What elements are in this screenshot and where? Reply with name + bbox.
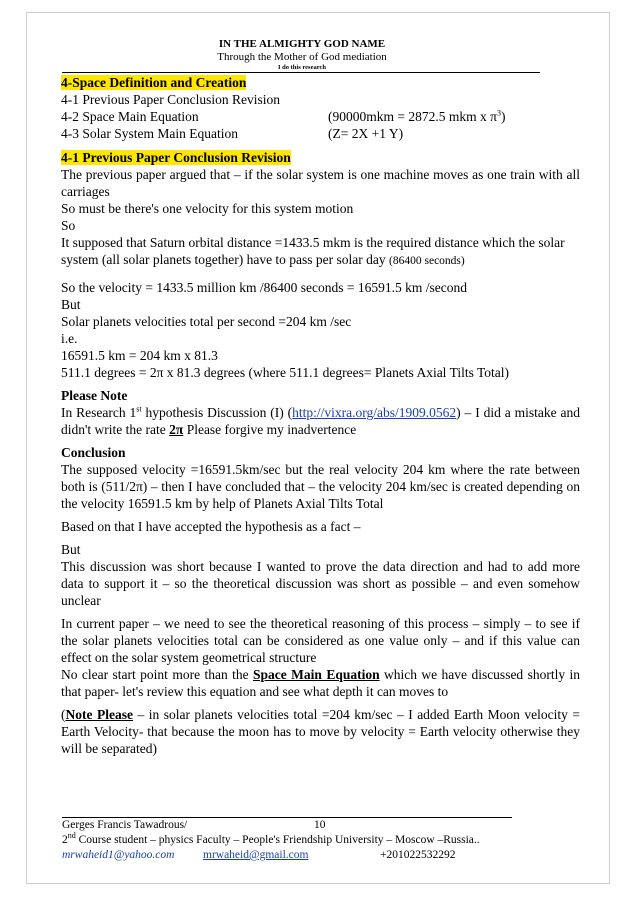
note-text-3: ) – I did a mistake and didn't write the rate [61, 405, 580, 437]
footer-author-row [62, 818, 562, 833]
conclusion-title: Conclusion [61, 445, 126, 460]
conclusion-paragraph-3: But [61, 542, 81, 557]
section-paragraph-1: The previous paper argued that – if the solar system is one machine moves as one train with all carriages [61, 167, 580, 199]
note-rate: 2π [169, 422, 184, 437]
toc-item-3-label: 4-3 Solar System Main Equation [61, 126, 238, 141]
note-text-2: hypothesis Discussion (I) ( [141, 405, 293, 420]
paragraph-text-a: ( [61, 707, 66, 722]
section-paragraph-9: 16591.5 km = 204 km x 81.3 [61, 348, 218, 363]
section-paragraph-8: i.e. [61, 331, 78, 346]
section-paragraph-2: So must be there's one velocity for this system motion [61, 201, 354, 216]
toc-item-3 [61, 125, 580, 142]
section-paragraph-3: So [61, 218, 76, 233]
footer-course [62, 833, 562, 848]
section-paragraph-6: But [61, 297, 81, 312]
section-paragraph-10: 511.1 degrees = 2π x 81.3 degrees (where 511.1 degrees= Planets Axial Tilts Total) [61, 365, 510, 380]
note-paragraph [61, 404, 580, 438]
section-title: 4-1 Previous Paper Conclusion Revision [61, 150, 291, 165]
paragraph-text-c: which we have discussed shortly in that paper- let's review this equation and see what depth it can moves to [61, 667, 580, 699]
conclusion-paragraph-7 [61, 706, 580, 757]
conclusion-paragraph-2: Based on that I have accepted the hypothesis as a fact – [61, 519, 361, 534]
page-content [61, 74, 580, 757]
footer-page-number: 10 [314, 819, 326, 831]
equation-text: (90000mkm = 2872.5 mkm x π [328, 109, 497, 124]
note-text-1: In Research 1 [61, 405, 137, 420]
header-line-1: IN THE ALMIGHTY GOD NAME [218, 38, 386, 50]
toc-item-2 [61, 108, 580, 125]
toc-item-1: 4-1 Previous Paper Conclusion Revision [61, 92, 280, 107]
toc-item-3-equation: (Z= 2X +1 Y) [328, 126, 404, 141]
note-text-4: Please forgive my inadvertence [183, 422, 357, 437]
course-text-b: Course student – physics Faculty – People's Friendship University – Moscow –Russia.. [75, 834, 480, 846]
paragraph-small-text: (86400 seconds) [389, 255, 465, 267]
paragraph-text: It supposed that Saturn orbital distance =1433.5 mkm is the required distance which the solar system (all solar planets together) have to pass per solar day [61, 235, 565, 267]
section-paragraph-7: Solar planets velocities total per second =204 km /sec [61, 314, 352, 329]
conclusion-paragraph-4: This discussion was short because I wanted to prove the data direction and had to add more data to support it – so the theoretical discussion was short as possible – and even somehow unclear [61, 559, 580, 608]
footer-email-yahoo[interactable]: mrwaheid1@yahoo.com [62, 849, 175, 861]
conclusion-paragraph-6 [61, 666, 580, 700]
page-footer [62, 818, 562, 863]
course-text-a: 2 [62, 834, 68, 846]
paragraph-text-a: No clear start point more than the [61, 667, 254, 682]
conclusion-paragraph-1: The supposed velocity =16591.5km/sec but the real velocity 204 km where the rate between both is (511/2π) – then I have concluded that – the velocity 204 km/sec is created depending on the velocity 16591.5 km by help of Planets Axial Tilts Total [61, 462, 580, 511]
toc-item-2-label: 4-2 Space Main Equation [61, 109, 199, 124]
toc-item-2-equation [328, 108, 505, 125]
vixra-link[interactable]: http://vixra.org/abs/1909.0562 [292, 405, 457, 420]
footer-author: Gerges Francis Tawadrous/ [62, 819, 188, 831]
header-line-3: I do this research [278, 64, 326, 72]
section-paragraph-4 [61, 234, 580, 270]
footer-phone: +201022532292 [380, 849, 456, 861]
note-title: Please Note [61, 388, 128, 403]
course-superscript: nd [67, 831, 76, 841]
header-rule [62, 72, 540, 73]
paragraph-text-c: – in solar planets velocities total =204 km/sec – I added Earth Moon velocity = Earth Velocity- that because the moon has to move by velocity = Earth velocity otherwise they will be separated) [61, 707, 580, 756]
page-header [62, 38, 542, 72]
toc-title: 4-Space Definition and Creation [61, 75, 247, 90]
header-line-2: Through the Mother of God mediation [217, 50, 387, 63]
equation-exponent: 3 [496, 108, 501, 118]
section-paragraph-5: So the velocity = 1433.5 million km /86400 seconds = 16591.5 km /second [61, 280, 467, 295]
footer-email-gmail[interactable]: mrwaheid@gmail.com [203, 849, 309, 861]
conclusion-paragraph-5: In current paper – we need to see the theoretical reasoning of this process – simply – to see if the solar planets velocities total can be considered as one value only – and if this value can effect on the solar system geometrical structure [61, 616, 580, 665]
note-superscript: st [136, 404, 142, 414]
footer-contact-row [62, 848, 562, 863]
space-main-equation-ref: Space Main Equation [253, 667, 380, 682]
equation-close: ) [500, 109, 506, 124]
note-please-ref: Note Please [65, 707, 133, 722]
